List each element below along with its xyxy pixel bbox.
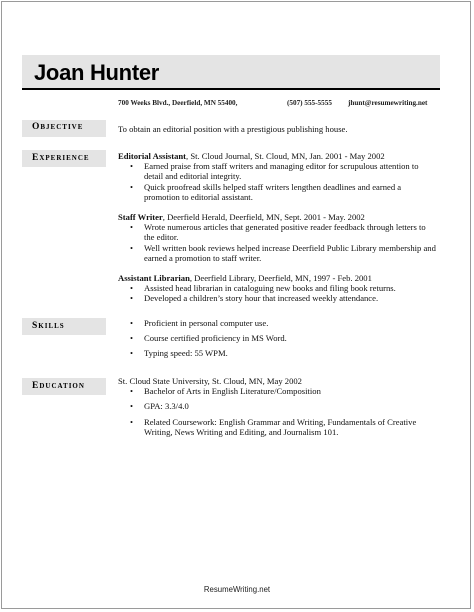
education-content (118, 376, 418, 442)
list-item: • Proficient in personal computer use. (118, 318, 436, 328)
list-item: • Typing speed: 55 WPM. (118, 348, 436, 358)
job-details: , St. Cloud Journal, St. Cloud, MN, Jan. 2001 - May 2002 (186, 151, 385, 161)
education-heading: Education (32, 381, 85, 391)
skills-heading: Skills (32, 321, 65, 331)
resume-name: Joan Hunter (34, 60, 160, 85)
header-rule (22, 88, 440, 90)
job-bullets (118, 161, 436, 202)
contact-phone: (507) 555-5555 (287, 99, 332, 107)
skills-list (118, 318, 436, 359)
job-details: , Deerfield Herald, Deerfield, MN, Sept. 2001 - May. 2002 (162, 212, 365, 223)
skills-content (118, 318, 436, 364)
job-entry (118, 273, 436, 304)
experience-heading: Experience (32, 153, 90, 163)
contact-address: 700 Weeks Blvd., Deerfield, MN 55400, (118, 99, 238, 107)
list-item: • GPA: 3.3/4.0 (118, 401, 418, 411)
job-bullets (118, 283, 436, 303)
page-frame (1, 1, 471, 609)
objective-heading: Objective (32, 122, 84, 132)
job-title: Staff Writer (118, 212, 163, 223)
experience-content (118, 151, 436, 304)
footer-source: ResumeWriting.net (203, 585, 271, 594)
contact-email: jhunt@resumewriting.net (348, 99, 428, 107)
job-bullets (118, 222, 436, 263)
job-title: Assistant Librarian (118, 273, 190, 284)
list-item: • Earned praise from staff writers and managing editor for scrupulous attention to detail and editorial integrity. (118, 161, 436, 181)
list-item: • Well written book reviews helped increase Deerfield Public Library membership and earned a promotion to staff writer. (118, 243, 436, 263)
job-details: , Deerfield Library, Deerfield, MN, 1997 - Feb. 2001 (189, 273, 372, 284)
list-item: • Wrote numerous articles that generated positive reader feedback through letters to the editor. (118, 222, 436, 242)
list-item: • Bachelor of Arts in English Literature/Composition (118, 386, 418, 396)
list-item: • Course certified proficiency in MS Word. (118, 333, 436, 343)
list-item: • Related Coursework: English Grammar and Writing, Fundamentals of Creative Writing, News Writing and Editing, and Journalism 101. (118, 417, 418, 437)
job-title: Editorial Assistant (118, 151, 187, 161)
job-entry (118, 212, 436, 263)
education-list (118, 386, 418, 437)
objective-text: To obtain an editorial position with a prestigious publishing house. (118, 124, 348, 134)
job-entry (118, 151, 436, 202)
list-item: • Assisted head librarian in cataloguing new books and filing book returns. (118, 283, 436, 293)
list-item: • Developed a children’s story hour that increased weekly attendance. (118, 293, 436, 303)
school-line: St. Cloud State University, St. Cloud, MN, May 2002 (118, 376, 302, 386)
list-item: • Quick proofread skills helped staff writers lengthen deadlines and earned a promotion to editorial assistant. (118, 182, 436, 202)
